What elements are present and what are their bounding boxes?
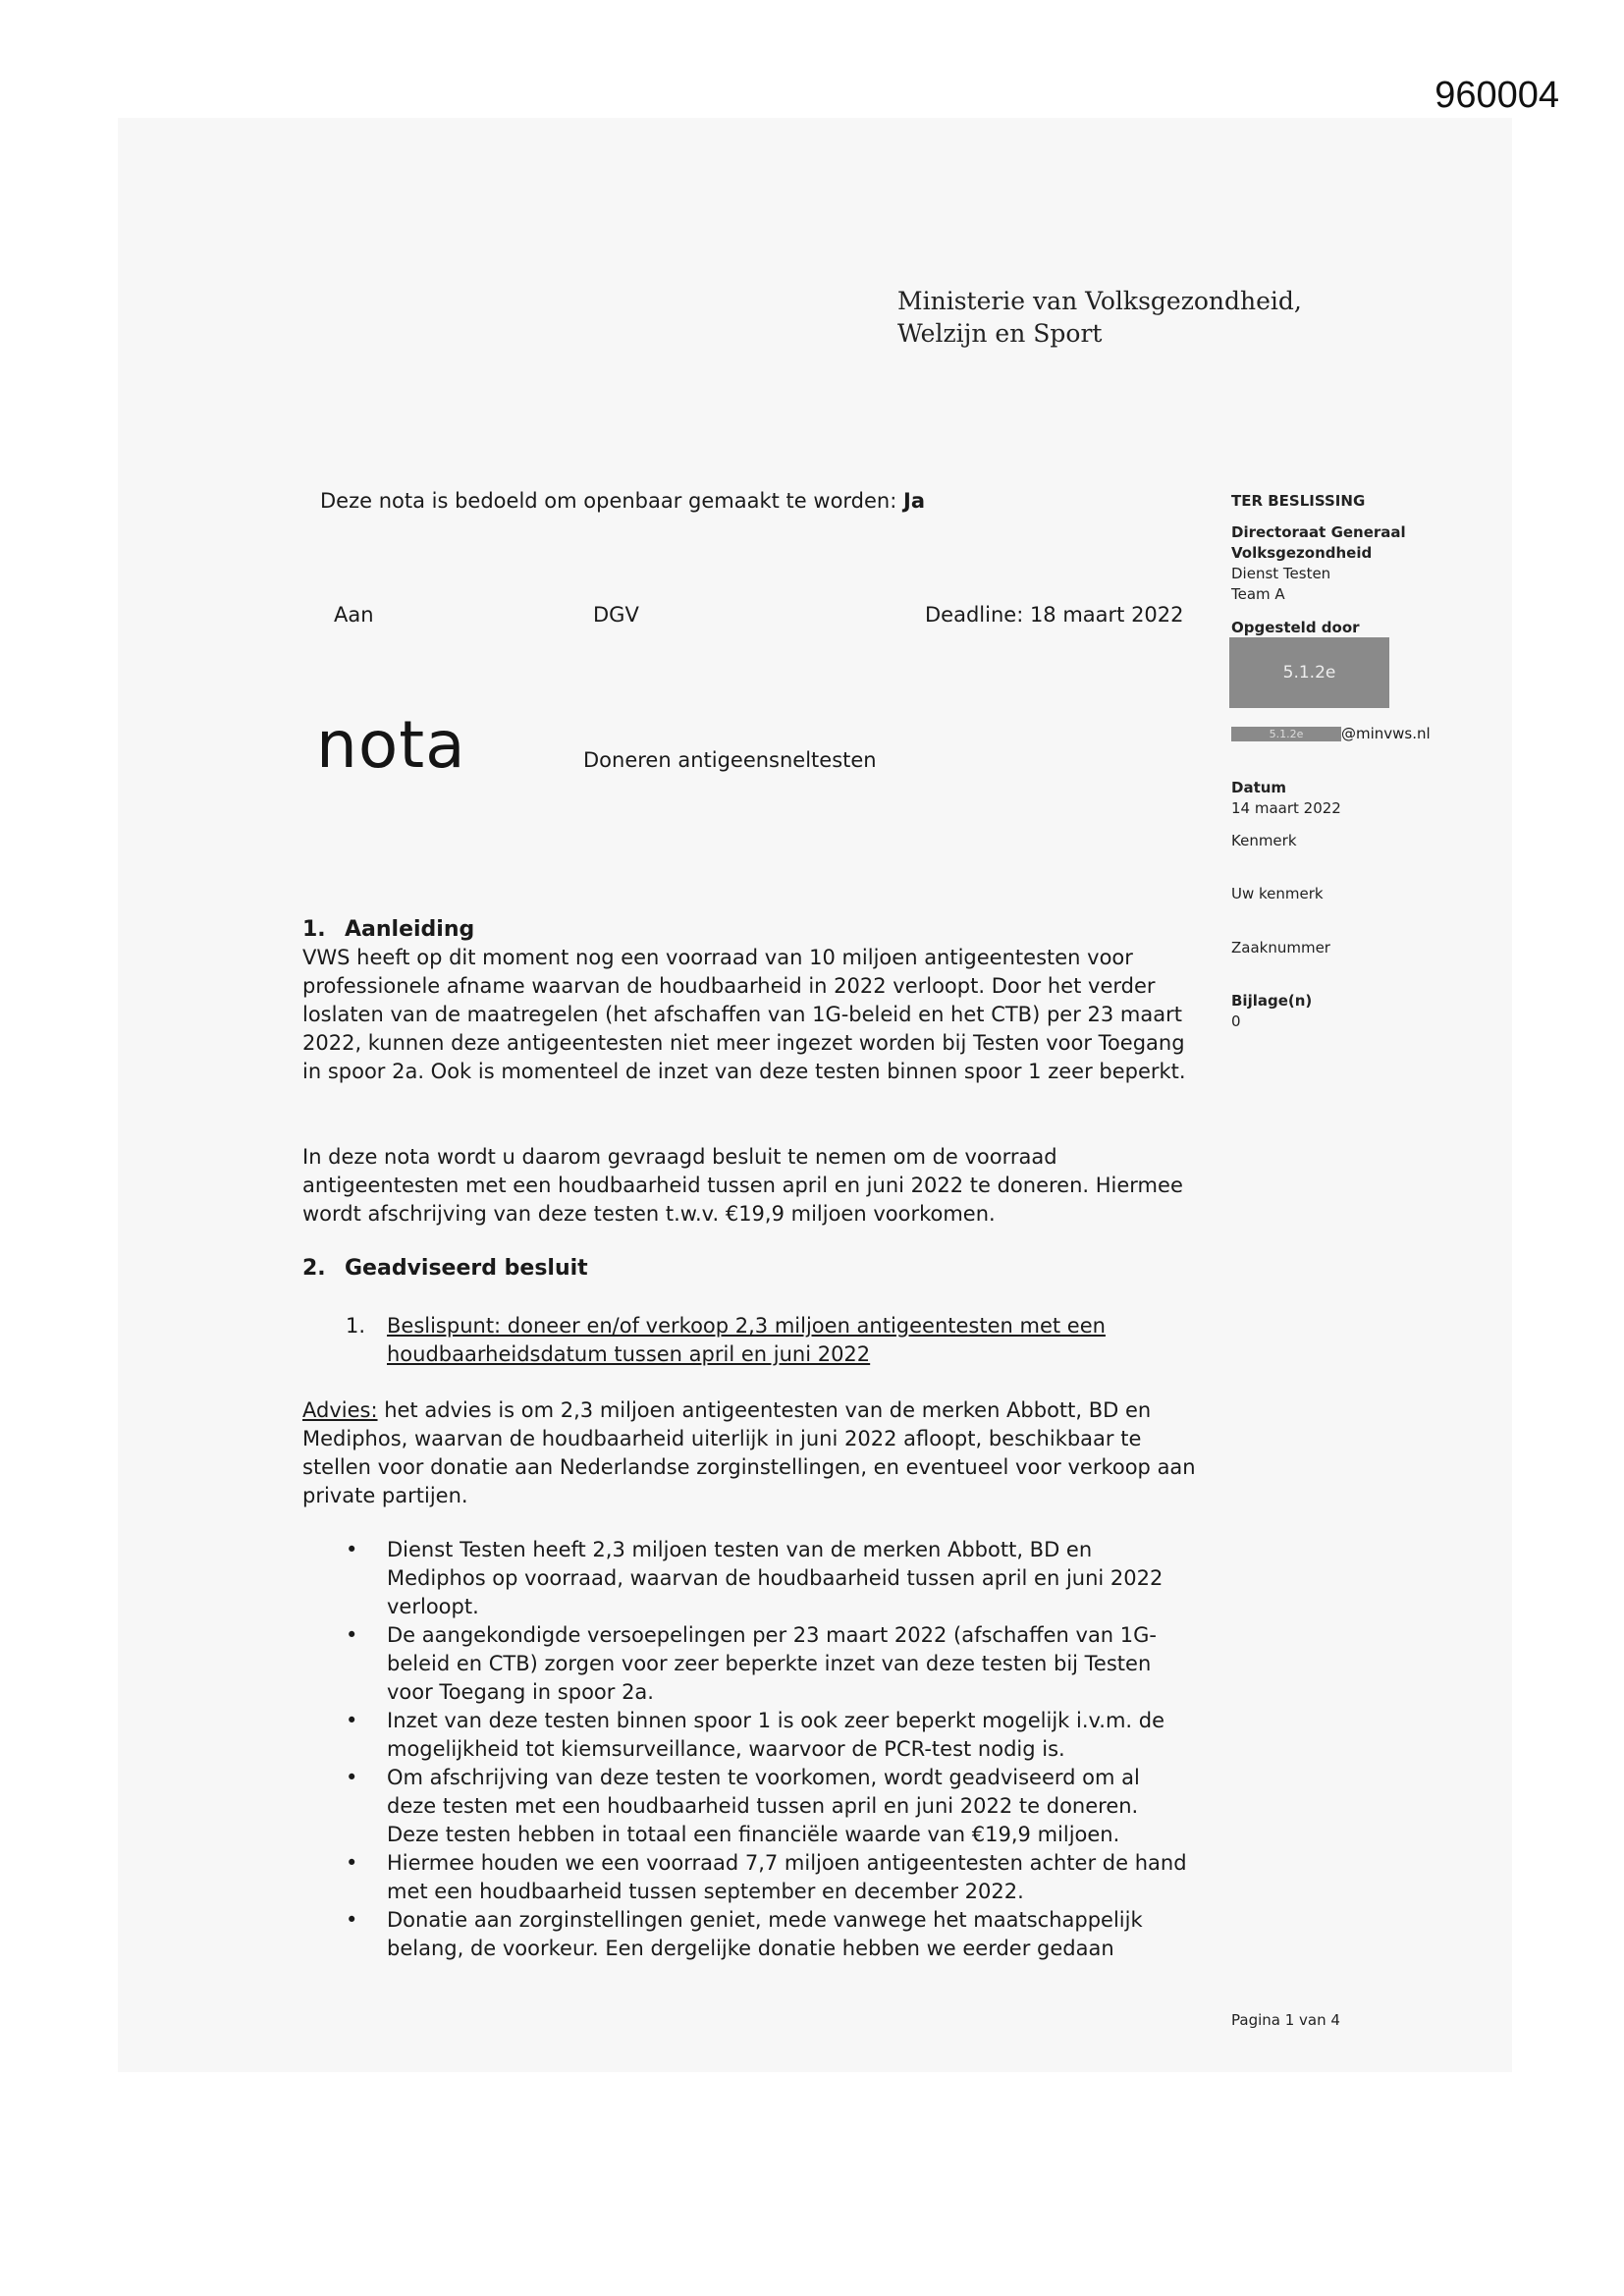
list-item-text: Hiermee houden we een voorraad 7,7 miljoen antigeentesten achter de hand met een houdbaarheid tussen september en december 2022. <box>387 1851 1187 1903</box>
bullet-icon: • <box>346 1766 358 1789</box>
list-item-text: Inzet van deze testen binnen spoor 1 is ook zeer beperkt mogelijk i.v.m. de mogelijkheid tot kiemsurveillance, waarvoor de PCR-test nodig is. <box>387 1709 1165 1761</box>
decision-text: Beslispunt: doneer en/of verkoop 2,3 miljoen antigeentesten met een houdbaarheidsdatum tussen april en juni 2022 <box>387 1314 1106 1366</box>
dept-line-3: Dienst Testen <box>1231 565 1331 582</box>
author-label: Opgesteld door <box>1231 619 1360 636</box>
bijlage-value: 0 <box>1231 1012 1241 1030</box>
bullet-icon: • <box>346 1709 358 1732</box>
sidebar-status: TER BESLISSING <box>1231 492 1366 510</box>
zaaknummer-label: Zaaknummer <box>1231 939 1330 957</box>
bullet-icon: • <box>346 1623 358 1647</box>
public-notice-text: Deze nota is bedoeld om openbaar gemaakt te worden: <box>320 489 903 513</box>
to-value: DGV <box>593 603 639 627</box>
public-notice <box>320 489 925 513</box>
public-notice-value: Ja <box>903 489 925 513</box>
deadline: Deadline: 18 maart 2022 <box>925 603 1184 627</box>
list-item <box>346 1707 1190 1764</box>
subject: Doneren antigeensneltesten <box>583 748 877 772</box>
email-domain: @minvws.nl <box>1341 725 1431 742</box>
list-item <box>346 1906 1190 1963</box>
ministry-logo-text <box>897 285 1302 350</box>
ministry-line-1: Ministerie van Volksgezondheid, <box>897 287 1302 315</box>
list-item-text: Om afschrijving van deze testen te voorkomen, wordt geadviseerd om al deze testen met een houdbaarheid tussen april en juni 2022 te doneren. Deze testen hebben in totaal een financiële waarde van €19,9 miljoen. <box>387 1766 1140 1846</box>
bijlage-block <box>1231 991 1312 1032</box>
to-label: Aan <box>334 603 374 627</box>
list-item <box>346 1621 1190 1707</box>
bullet-icon: • <box>346 1908 358 1932</box>
dept-line-4: Team A <box>1231 585 1285 603</box>
advice-paragraph <box>302 1396 1196 1510</box>
list-item-text: Dienst Testen heeft 2,3 miljoen testen van de merken Abbott, BD en Mediphos op voorraad, waarvan de houdbaarheid tussen april en juni 2022 verloopt. <box>387 1538 1164 1618</box>
section-1-heading <box>302 915 1196 944</box>
ministry-line-2: Welzijn en Sport <box>897 319 1103 348</box>
section-1-paragraph-2: In deze nota wordt u daarom gevraagd besluit te nemen om de voorraad antigeentesten met een houdbaarheid tussen april en juni 2022 te doneren. Hiermee wordt afschrijving van deze testen t.w.v. €19,9 miljoen voorkomen. <box>302 1145 1183 1226</box>
dept-line-1: Directoraat Generaal <box>1231 523 1406 541</box>
list-item <box>346 1536 1190 1621</box>
section-2-heading <box>302 1254 1196 1283</box>
page-number: Pagina 1 van 4 <box>1231 2011 1340 2029</box>
section-2-number: 2. <box>302 1256 326 1281</box>
list-item <box>346 1764 1190 1849</box>
section-aanleiding <box>302 915 1196 1086</box>
section-1-paragraph-1: VWS heeft op dit moment nog een voorraad van 10 miljoen antigeentesten voor professionele afname waarvan de houdbaarheid in 2022 verloopt. Door het verder loslaten van de maatregelen (het afschaffen van 1G-beleid en het CTB) per 23 maart 2022, kunnen deze antigeentesten niet meer ingezet worden bij Testen voor Toegang in spoor 2a. Ook is momenteel de inzet van deze testen binnen spoor 1 zeer beperkt. <box>302 946 1186 1083</box>
bullet-icon: • <box>346 1538 358 1561</box>
bijlage-label: Bijlage(n) <box>1231 992 1313 1010</box>
list-item-text: De aangekondigde versoepelingen per 23 maart 2022 (afschaffen van 1G-beleid en CTB) zorgen voor zeer beperkte inzet van deze testen bij Testen voor Toegang in spoor 2a. <box>387 1623 1158 1704</box>
advice-text: het advies is om 2,3 miljoen antigeentesten van de merken Abbott, BD en Mediphos, waarvan de houdbaarheid uiterlijk in juni 2022 afloopt, beschikbaar te stellen voor donatie aan Nederlandse zorginstellingen, en eventueel voor verkoop aan private partijen. <box>302 1398 1196 1507</box>
email-redaction: 5.1.2e <box>1231 727 1341 741</box>
sidebar-department <box>1231 522 1406 605</box>
nota-logo: nota <box>316 707 466 783</box>
uw-kenmerk-label: Uw kenmerk <box>1231 885 1324 902</box>
datum-value: 14 maart 2022 <box>1231 799 1341 817</box>
email-line <box>1231 725 1431 742</box>
advice-bullets <box>346 1536 1190 1963</box>
document-number: 960004 <box>1435 75 1559 116</box>
datum-block <box>1231 778 1341 819</box>
section-1-number: 1. <box>302 917 326 942</box>
advice-label: Advies: <box>302 1398 378 1422</box>
bullet-icon: • <box>346 1851 358 1875</box>
decision-point <box>346 1312 1190 1369</box>
dept-line-2: Volksgezondheid <box>1231 544 1373 562</box>
section-1-title: Aanleiding <box>345 917 475 942</box>
kenmerk-label: Kenmerk <box>1231 832 1297 849</box>
list-item-text: Donatie aan zorginstellingen geniet, mede vanwege het maatschappelijk belang, de voorkeur. Een dergelijke donatie hebben we eerder gedaan <box>387 1908 1143 1960</box>
list-item <box>346 1849 1190 1906</box>
author-redaction: 5.1.2e <box>1229 637 1389 708</box>
decision-number: 1. <box>346 1314 366 1338</box>
section-2-title: Geadviseerd besluit <box>345 1256 588 1281</box>
datum-label: Datum <box>1231 779 1287 796</box>
